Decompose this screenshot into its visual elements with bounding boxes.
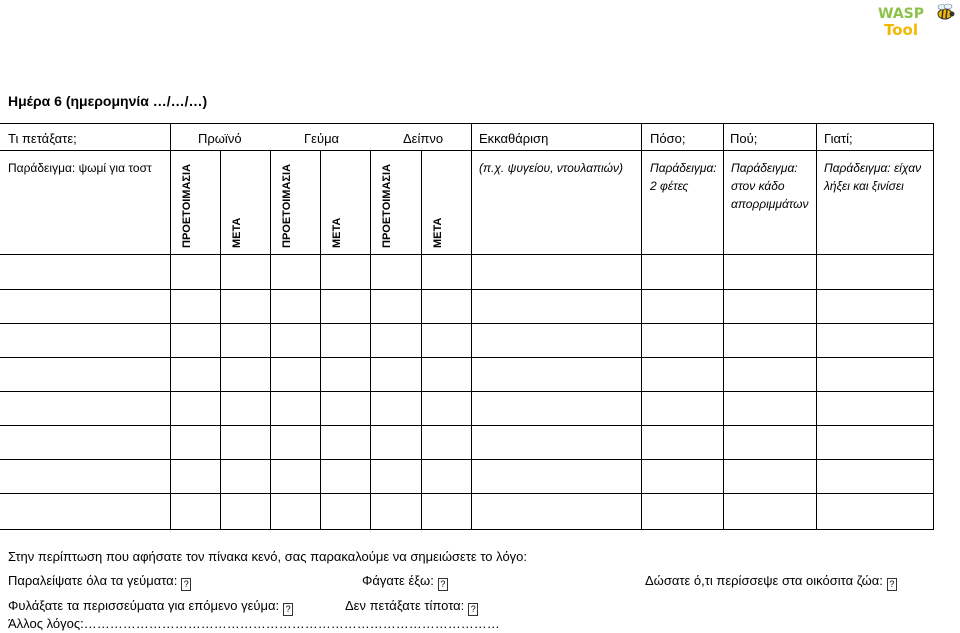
kept-leftovers-checkbox[interactable]: ? [283,603,293,616]
col-header-what: Τι πετάξατε; [8,131,77,146]
breakfast-before-label: ΠΡΟΕΤΟΙΜΑΣΙΑ [181,163,193,248]
dinner-before-label: ΠΡΟΕΤΟΙΜΑΣΙΑ [381,163,393,248]
example-how-much-line-2: 2 φέτες [650,179,689,193]
dinner-after-label: ΜΕΤΑ [432,217,444,248]
example-why-line-1: Παράδειγμα: είχαν [824,161,922,175]
ate-out-checkbox[interactable]: ? [438,578,448,591]
col-header-breakfast: Πρωϊνό [198,131,242,146]
example-how-much-line-1: Παράδειγμα: [650,161,717,175]
reason-other-field[interactable]: Άλλος λόγος:…………………………………………………………………………………… [8,616,500,631]
skipped-meals-checkbox[interactable]: ? [181,578,191,591]
breakfast-after-label: ΜΕΤΑ [231,217,243,248]
example-where-line-3: απορριμμάτων [731,197,809,211]
example-where-line-1: Παράδειγμα: [731,161,798,175]
example-cleanup: (π.χ. ψυγείου, ντουλαπιών) [479,161,624,175]
col-header-dinner: Δείπνο [403,131,444,146]
wasp-tool-logo [872,2,958,42]
example-where-line-2: στον κάδο [731,179,785,193]
example-what: Παράδειγμα: ψωμί για τοστ [8,161,152,175]
reason-nothing-thrown [345,598,478,616]
waste-diary-table [0,123,960,533]
col-header-why: Γιατί; [824,131,853,146]
col-header-cleanup: Εκκαθάριση [479,131,549,146]
bee-icon [930,2,956,24]
lunch-before-label: ΠΡΟΕΤΟΙΜΑΣΙΑ [281,163,293,248]
lunch-after-label: ΜΕΤΑ [331,217,343,248]
col-header-lunch: Γεύμα [304,131,340,146]
reason-skipped-meals [8,573,191,591]
logo-wasp-text: WASP [878,6,924,22]
example-how-much [650,159,717,195]
reason-fed-animals [645,573,897,591]
reason-kept-leftovers [8,598,293,616]
col-header-how-much: Πόσο; [650,131,686,146]
empty-table-instruction: Στην περίπτωση που αφήσατε τον πίνακα κενό, σας παρακαλούμε να σημειώσετε το λόγο: [8,549,528,564]
example-why-line-2: λήξει και ξινίσει [824,179,904,193]
reason-ate-out [362,573,448,591]
fed-animals-checkbox[interactable]: ? [887,578,897,591]
nothing-thrown-checkbox[interactable]: ? [468,603,478,616]
col-header-where: Πού; [730,131,758,146]
reason-skipped-meals-label: Παραλείψατε όλα τα γεύματα: [8,573,178,588]
example-why [824,159,921,195]
reason-kept-leftovers-label: Φυλάξατε τα περισσεύματα για επόμενο γεύμα: [8,598,280,613]
reason-ate-out-label: Φάγατε έξω: [362,573,434,588]
page-title: Ημέρα 6 (ημερομηνία …/…/…) [8,93,208,109]
reason-fed-animals-label: Δώσατε ό,τι περίσσεψε στα οικόσιτα ζώα: [645,573,883,588]
logo-tool-text: Tool [884,21,918,39]
reason-nothing-thrown-label: Δεν πετάξατε τίποτα: [345,598,465,613]
example-where [731,159,808,213]
